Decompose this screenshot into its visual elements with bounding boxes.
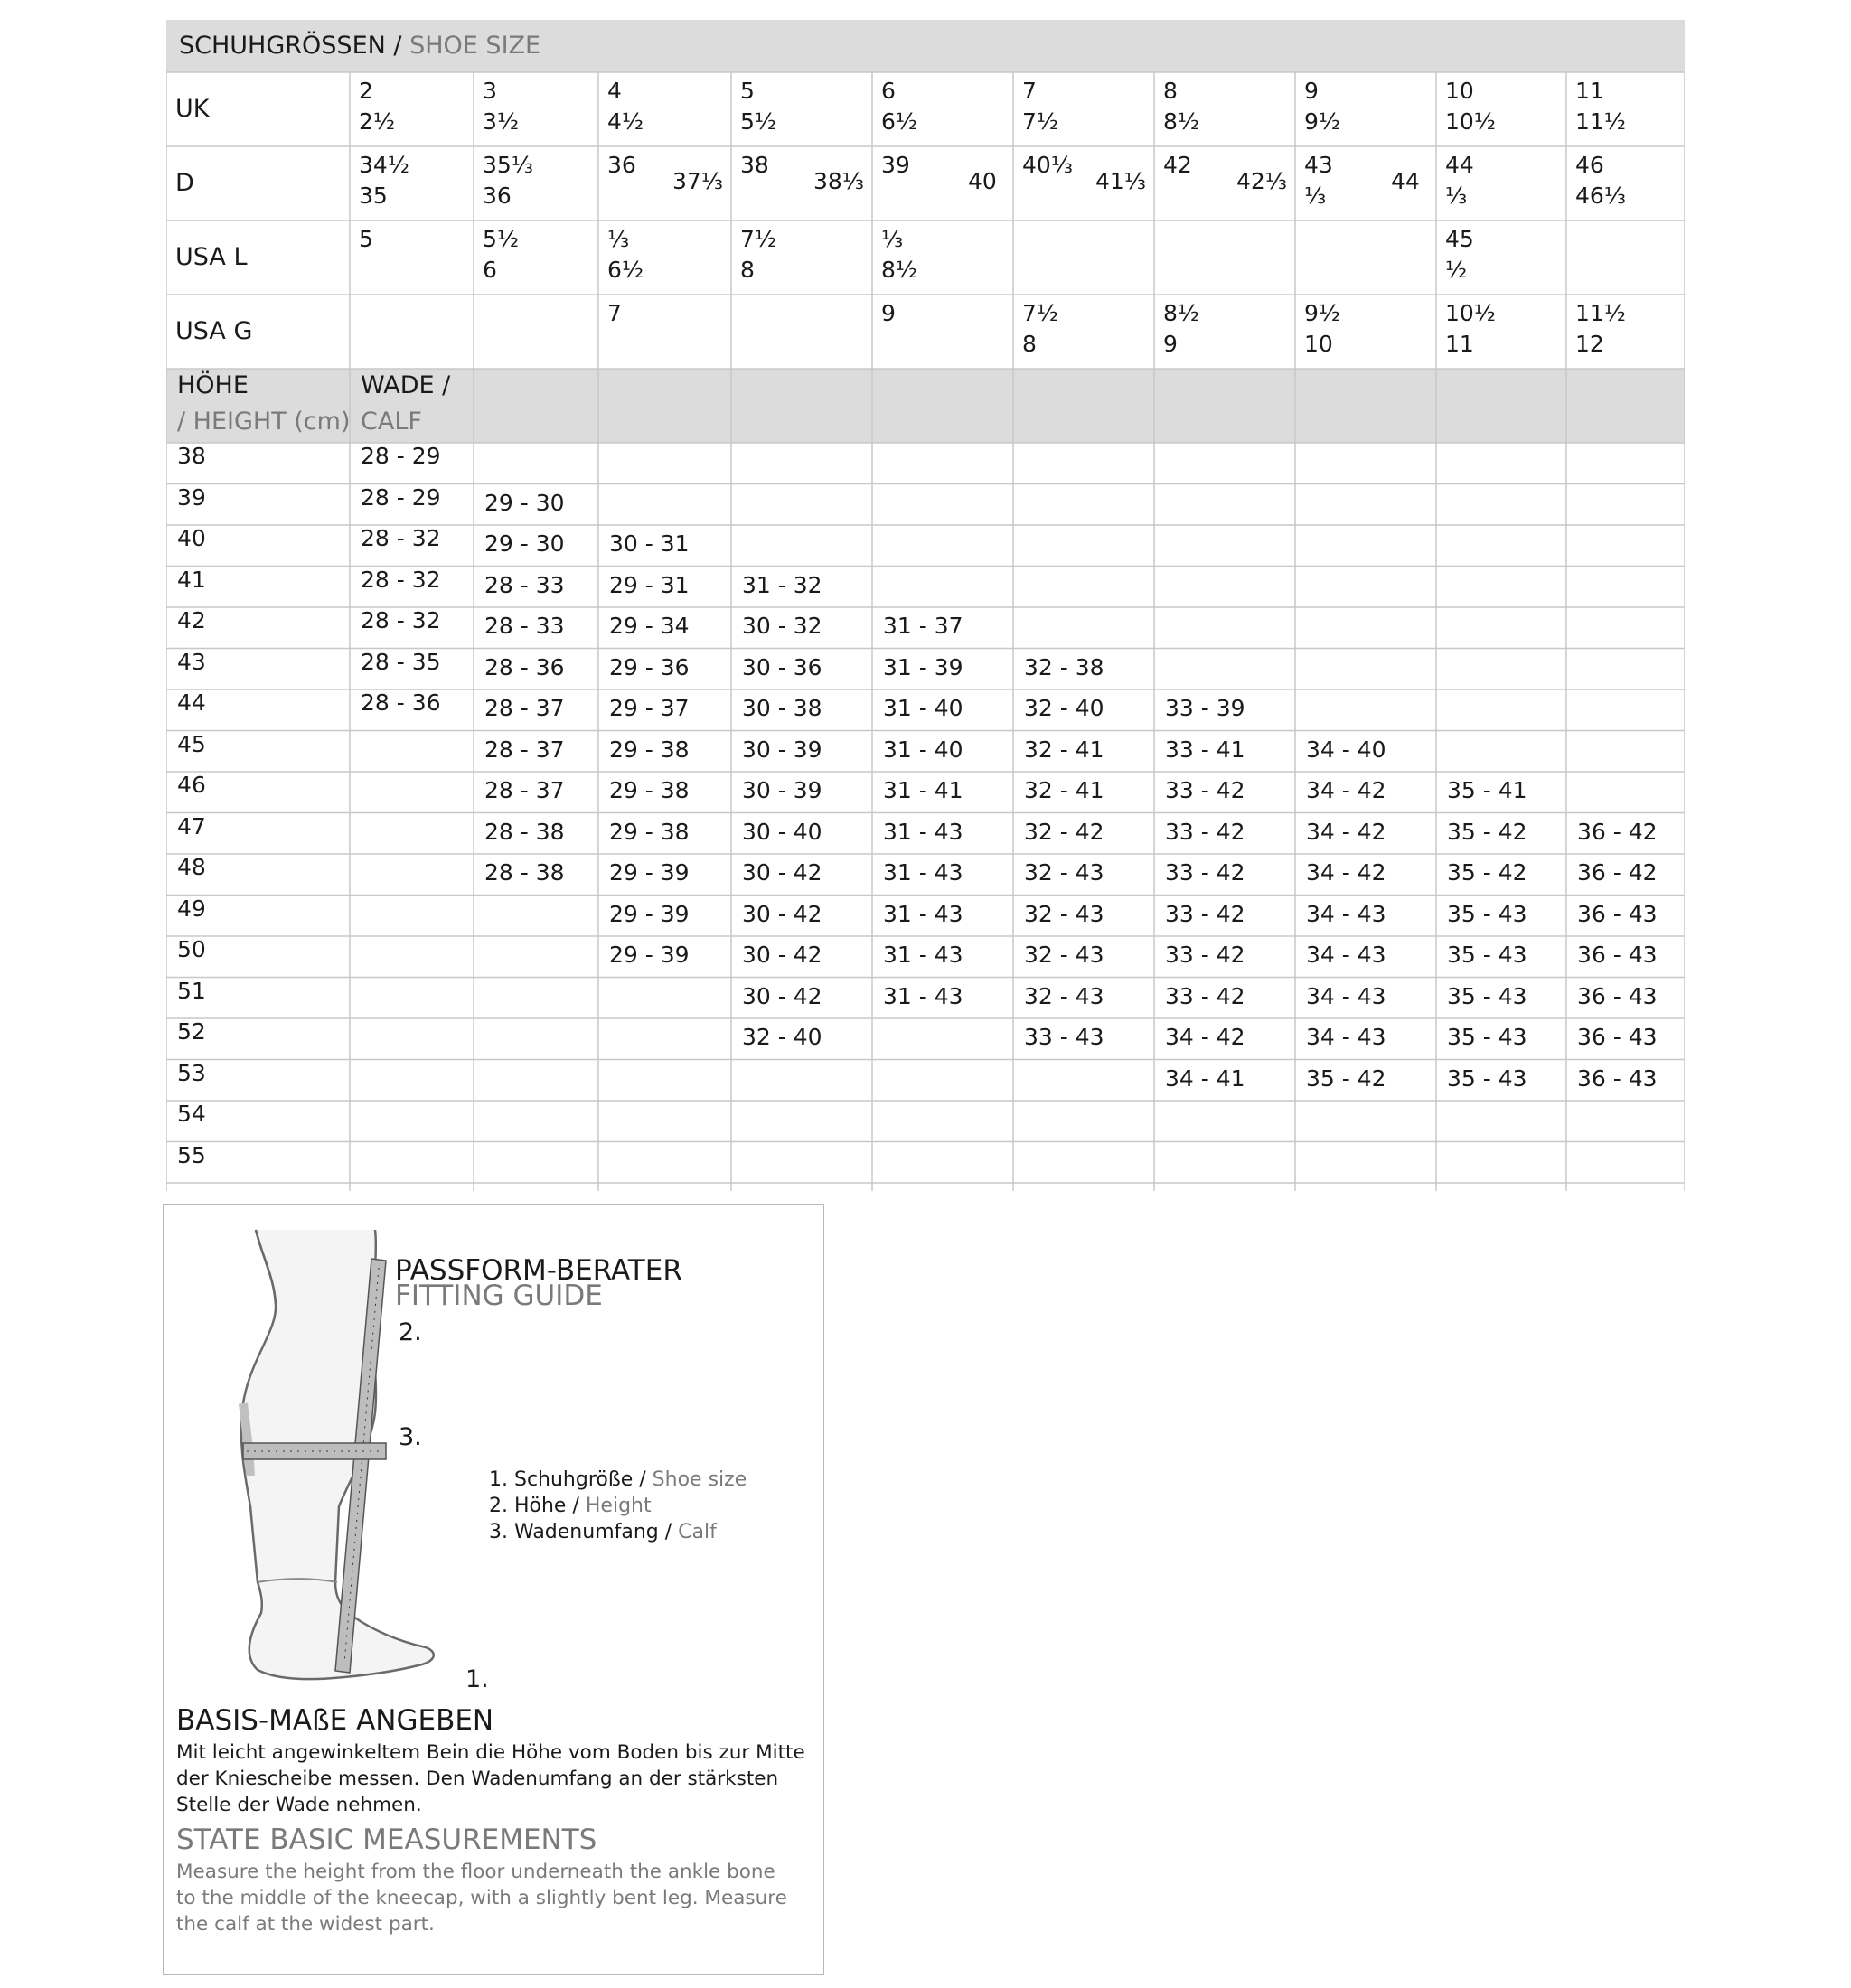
shoe-size-value: 6 — [483, 257, 497, 283]
calf-range-value: 35 - 43 — [1447, 942, 1527, 968]
calf-range-value: 28 - 35 — [361, 648, 441, 675]
calf-range-value: 30 - 31 — [609, 530, 690, 557]
calf-range-value: 34 - 43 — [1306, 942, 1386, 968]
calf-range-value: 31 - 43 — [883, 900, 963, 927]
calf-tape-icon — [243, 1443, 386, 1459]
shoe-size-value: 3½ — [483, 108, 520, 135]
calf-range-value: 34 - 42 — [1306, 818, 1386, 845]
calf-range-value: 28 - 38 — [484, 859, 565, 886]
height-value: 44 — [177, 689, 206, 716]
calf-range-value: 28 - 37 — [484, 777, 565, 803]
header-en: SHOE SIZE — [409, 32, 541, 60]
shoe-size-value: 40⅓ — [1022, 152, 1074, 178]
shoe-size-value: 34½ — [359, 152, 410, 178]
shoe-size-value: 6½ — [881, 108, 918, 135]
height-value: 42 — [177, 607, 206, 633]
calf-range-value: 29 - 39 — [609, 900, 690, 927]
calf-range-value: 35 - 43 — [1447, 900, 1527, 927]
shoe-size-value: 46 — [1575, 152, 1604, 178]
shoe-size-value: 8 — [740, 257, 755, 283]
calf-range-value: 29 - 31 — [609, 571, 690, 598]
calf-range-value: 34 - 43 — [1306, 900, 1386, 927]
shoe-size-value: 45 — [1445, 226, 1474, 252]
height-value: 51 — [177, 977, 206, 1004]
calf-range-value: 35 - 42 — [1447, 818, 1527, 845]
shoe-size-value: 38 — [740, 152, 769, 178]
height-value: 46 — [177, 772, 206, 798]
calf-range-value: 30 - 42 — [742, 859, 822, 886]
calf-range-value: 34 - 40 — [1306, 736, 1386, 763]
height-value: 47 — [177, 812, 206, 839]
calf-range-value: 28 - 29 — [361, 443, 441, 469]
marker-calf: 3. — [399, 1423, 422, 1451]
shoe-size-value: ½ — [1445, 257, 1468, 283]
shoe-size-value: 44 — [1391, 168, 1420, 194]
shoe-size-value: 9 — [1163, 331, 1178, 357]
calf-range-value: 35 - 43 — [1447, 982, 1527, 1009]
shoe-size-value: 11 — [1575, 78, 1604, 104]
shoe-size-value: 8 — [1163, 78, 1178, 104]
calf-range-value: 33 - 42 — [1165, 900, 1245, 927]
calf-range-value: 34 - 42 — [1165, 1024, 1245, 1050]
shoe-size-value: 5½ — [740, 108, 777, 135]
shoe-size-value: 4½ — [607, 108, 644, 135]
calf-range-value: 31 - 43 — [883, 942, 963, 968]
calf-range-value: 34 - 42 — [1306, 777, 1386, 803]
height-value: 43 — [177, 648, 206, 675]
calf-range-value: 32 - 40 — [742, 1024, 822, 1050]
calf-range-value: 29 - 30 — [484, 530, 565, 557]
calf-range-value: 32 - 42 — [1024, 818, 1104, 845]
calf-range-value: 29 - 38 — [609, 818, 690, 845]
shoe-size-value: 9 — [881, 300, 896, 326]
shoe-size-value: ⅓ — [607, 226, 630, 252]
calf-range-value: 36 - 43 — [1577, 982, 1658, 1009]
calf-range-value: 36 - 43 — [1577, 1064, 1658, 1092]
state-text-line-2: to the middle of the kneecap, with a slightly bent leg. Measure — [176, 1887, 787, 1909]
calf-range-value: 31 - 43 — [883, 818, 963, 845]
shoe-size-value: 9½ — [1304, 108, 1341, 135]
height-value: 45 — [177, 730, 206, 757]
shoe-size-value: 11½ — [1575, 108, 1627, 135]
calf-range-value: 33 - 43 — [1024, 1024, 1104, 1050]
basis-title: BASIS-MAßE ANGEBEN — [176, 1704, 494, 1737]
calf-range-value: 36 - 43 — [1577, 942, 1658, 968]
calf-range-value: 30 - 42 — [742, 942, 822, 968]
calf-range-value: 34 - 43 — [1306, 982, 1386, 1009]
calf-range-value: 36 - 42 — [1577, 818, 1658, 845]
shoe-size-value: 6½ — [607, 257, 644, 283]
state-text-line-3: the calf at the widest part. — [176, 1913, 435, 1936]
basis-text-line-2: der Kniescheibe messen. Den Wadenumfang an der stärksten — [176, 1768, 779, 1790]
calf-range-value: 36 - 43 — [1577, 900, 1658, 927]
header-de: SCHUHGRÖSSEN — [179, 32, 386, 60]
height-value: 41 — [177, 566, 206, 593]
calf-header-en: CALF — [361, 408, 422, 436]
shoe-size-value: 2 — [359, 78, 373, 104]
shoe-size-value: ⅓ — [881, 226, 904, 252]
basis-text-line-3: Stelle der Wade nehmen. — [176, 1794, 422, 1816]
calf-range-value: 32 - 43 — [1024, 942, 1104, 968]
calf-range-value: 33 - 42 — [1165, 859, 1245, 886]
shoe-size-value: 8½ — [1163, 300, 1200, 326]
calf-range-value: 30 - 36 — [742, 653, 822, 680]
calf-range-value: 28 - 36 — [361, 689, 441, 716]
shoe-size-value: 7½ — [1022, 108, 1059, 135]
shoe-row-label: D — [175, 169, 194, 197]
shoe-size-value: 9 — [1304, 78, 1319, 104]
calf-range-value: 32 - 43 — [1024, 900, 1104, 927]
calf-range-value: 28 - 29 — [361, 483, 441, 511]
shoe-size-value: 38⅓ — [813, 168, 865, 194]
calf-range-value: 29 - 39 — [609, 942, 690, 968]
height-value: 38 — [177, 443, 206, 469]
shoe-size-value: 7½ — [740, 226, 777, 252]
shoe-size-value: 41⅓ — [1095, 168, 1147, 194]
shoe-size-value: 7 — [607, 300, 622, 326]
calf-range-value: 33 - 42 — [1165, 942, 1245, 968]
calf-range-value: 31 - 41 — [883, 777, 963, 803]
calf-range-value: 32 - 41 — [1024, 736, 1104, 763]
calf-range-value: 28 - 32 — [361, 525, 441, 551]
calf-range-value: 28 - 37 — [484, 736, 565, 763]
calf-range-value: 31 - 32 — [742, 571, 822, 598]
calf-range-value: 31 - 39 — [883, 653, 963, 680]
shoe-size-value: ⅓ — [1304, 183, 1327, 209]
shoe-size-value: 12 — [1575, 331, 1604, 357]
size-chart-table — [166, 20, 1685, 1191]
calf-range-value: 30 - 40 — [742, 818, 822, 845]
height-value: 50 — [177, 936, 206, 962]
calf-range-value: 35 - 43 — [1447, 1064, 1527, 1092]
shoe-size-value: 36 — [607, 152, 636, 178]
shoe-size-value: 10½ — [1445, 300, 1497, 326]
calf-range-value: 31 - 40 — [883, 736, 963, 763]
shoe-size-value: 8½ — [881, 257, 918, 283]
shoe-size-value: 4 — [607, 78, 622, 104]
calf-range-value: 29 - 39 — [609, 859, 690, 886]
calf-range-value: 34 - 43 — [1306, 1024, 1386, 1050]
calf-range-value: 28 - 36 — [484, 653, 565, 680]
height-value: 52 — [177, 1018, 206, 1045]
calf-header-de: WADE / — [361, 371, 451, 399]
height-value: 39 — [177, 483, 206, 511]
shoe-size-value: 6 — [881, 78, 896, 104]
shoe-size-value: 11½ — [1575, 300, 1627, 326]
calf-range-value: 30 - 42 — [742, 900, 822, 927]
state-title: STATE BASIC MEASUREMENTS — [176, 1824, 597, 1856]
calf-range-value: 32 - 41 — [1024, 777, 1104, 803]
shoe-size-value: 44 — [1445, 152, 1474, 178]
shoe-size-value: 35⅓ — [483, 152, 534, 178]
shoe-size-value: 11 — [1445, 331, 1474, 357]
calf-range-value: 33 - 41 — [1165, 736, 1245, 763]
shoe-size-value: 42⅓ — [1236, 168, 1288, 194]
calf-range-value: 29 - 37 — [609, 695, 690, 721]
header-sep: / — [385, 32, 410, 60]
calf-range-value: 29 - 36 — [609, 653, 690, 680]
calf-range-value: 32 - 40 — [1024, 695, 1104, 721]
height-header-de: HÖHE — [177, 371, 249, 399]
calf-range-value: 29 - 38 — [609, 777, 690, 803]
shoe-size-value: 46⅓ — [1575, 183, 1627, 209]
shoe-size-value: 10½ — [1445, 108, 1497, 135]
height-value: 40 — [177, 525, 206, 551]
guide-list-item-2: 2. Höhe / Height — [489, 1495, 652, 1517]
state-text-line-1: Measure the height from the floor underneath the ankle bone — [176, 1861, 775, 1883]
calf-range-value: 29 - 34 — [609, 613, 690, 639]
calf-range-value: 33 - 42 — [1165, 982, 1245, 1009]
guide-list-item-3: 3. Wadenumfang / Calf — [489, 1521, 717, 1543]
calf-range-value: 30 - 39 — [742, 736, 822, 763]
calf-range-value: 32 - 43 — [1024, 982, 1104, 1009]
shoe-size-value: 43 — [1304, 152, 1333, 178]
height-header-en: / HEIGHT (cm) — [177, 408, 351, 436]
shoe-size-value: 7 — [1022, 78, 1037, 104]
calf-range-value: 30 - 42 — [742, 982, 822, 1009]
shoe-size-value: 42 — [1163, 152, 1192, 178]
shoe-size-value: 10 — [1445, 78, 1474, 104]
calf-range-value: 30 - 39 — [742, 777, 822, 803]
calf-range-value: 34 - 42 — [1306, 859, 1386, 886]
shoe-size-value: 37⅓ — [672, 168, 724, 194]
calf-range-value: 31 - 37 — [883, 613, 963, 639]
guide-title-de: PASSFORM-BERATER — [395, 1254, 682, 1287]
calf-range-value: 33 - 39 — [1165, 695, 1245, 721]
calf-range-value: 30 - 38 — [742, 695, 822, 721]
calf-range-value: 30 - 32 — [742, 613, 822, 639]
shoe-size-value: 40 — [968, 168, 997, 194]
shoe-size-value: 3 — [483, 78, 497, 104]
calf-range-value: 36 - 42 — [1577, 859, 1658, 886]
calf-range-value: 28 - 37 — [484, 695, 565, 721]
shoe-size-value: 9½ — [1304, 300, 1341, 326]
calf-range-value: 32 - 38 — [1024, 653, 1104, 680]
height-value: 48 — [177, 854, 206, 880]
calf-range-value: 33 - 42 — [1165, 777, 1245, 803]
shoe-size-value: 36 — [483, 183, 512, 209]
calf-range-value: 28 - 32 — [361, 566, 441, 593]
shoe-size-value: ⅓ — [1445, 183, 1468, 209]
shoe-row-label: USA G — [175, 317, 253, 345]
shoe-size-value: 7½ — [1022, 300, 1059, 326]
calf-range-value: 36 - 43 — [1577, 1024, 1658, 1050]
shoe-size-value: 35 — [359, 183, 388, 209]
shoe-size-value: 10 — [1304, 331, 1333, 357]
calf-range-value: 31 - 43 — [883, 859, 963, 886]
shoe-size-value: 8½ — [1163, 108, 1200, 135]
calf-range-value: 28 - 32 — [361, 607, 441, 633]
calf-range-value: 28 - 38 — [484, 818, 565, 845]
calf-range-value: 35 - 42 — [1306, 1064, 1386, 1092]
marker-shoe: 1. — [465, 1665, 489, 1693]
calf-range-value: 33 - 42 — [1165, 818, 1245, 845]
calf-range-value: 35 - 42 — [1447, 859, 1527, 886]
shoe-size-value: 5½ — [483, 226, 520, 252]
marker-height: 2. — [399, 1318, 422, 1346]
calf-range-value: 31 - 40 — [883, 695, 963, 721]
shoe-size-value: 2½ — [359, 108, 396, 135]
height-value: 54 — [177, 1101, 206, 1127]
shoe-size-value: 5 — [359, 226, 373, 252]
shoe-size-header — [179, 33, 540, 60]
shoe-size-value: 8 — [1022, 331, 1037, 357]
calf-range-value: 29 - 38 — [609, 736, 690, 763]
calf-range-value: 29 - 30 — [484, 489, 565, 516]
shoe-size-value: 5 — [740, 78, 755, 104]
basis-text-line-1: Mit leicht angewinkeltem Bein die Höhe vom Boden bis zur Mitte — [176, 1741, 805, 1764]
calf-range-value: 35 - 43 — [1447, 1024, 1527, 1050]
shoe-row-label: USA L — [175, 243, 248, 271]
shoe-row-label: UK — [175, 95, 210, 123]
calf-range-value: 28 - 33 — [484, 613, 565, 639]
guide-list-item-1: 1. Schuhgröße / Shoe size — [489, 1468, 747, 1491]
height-value: 55 — [177, 1141, 206, 1168]
guide-title-en: FITTING GUIDE — [395, 1280, 603, 1312]
calf-range-value: 28 - 33 — [484, 571, 565, 598]
height-value: 53 — [177, 1059, 206, 1086]
calf-range-value: 31 - 43 — [883, 982, 963, 1009]
height-value: 49 — [177, 895, 206, 922]
fitting-guide-panel — [163, 1204, 824, 1975]
calf-range-value: 35 - 41 — [1447, 777, 1527, 803]
calf-range-value: 32 - 43 — [1024, 859, 1104, 886]
calf-range-value: 34 - 41 — [1165, 1064, 1245, 1092]
shoe-size-value: 39 — [881, 152, 910, 178]
